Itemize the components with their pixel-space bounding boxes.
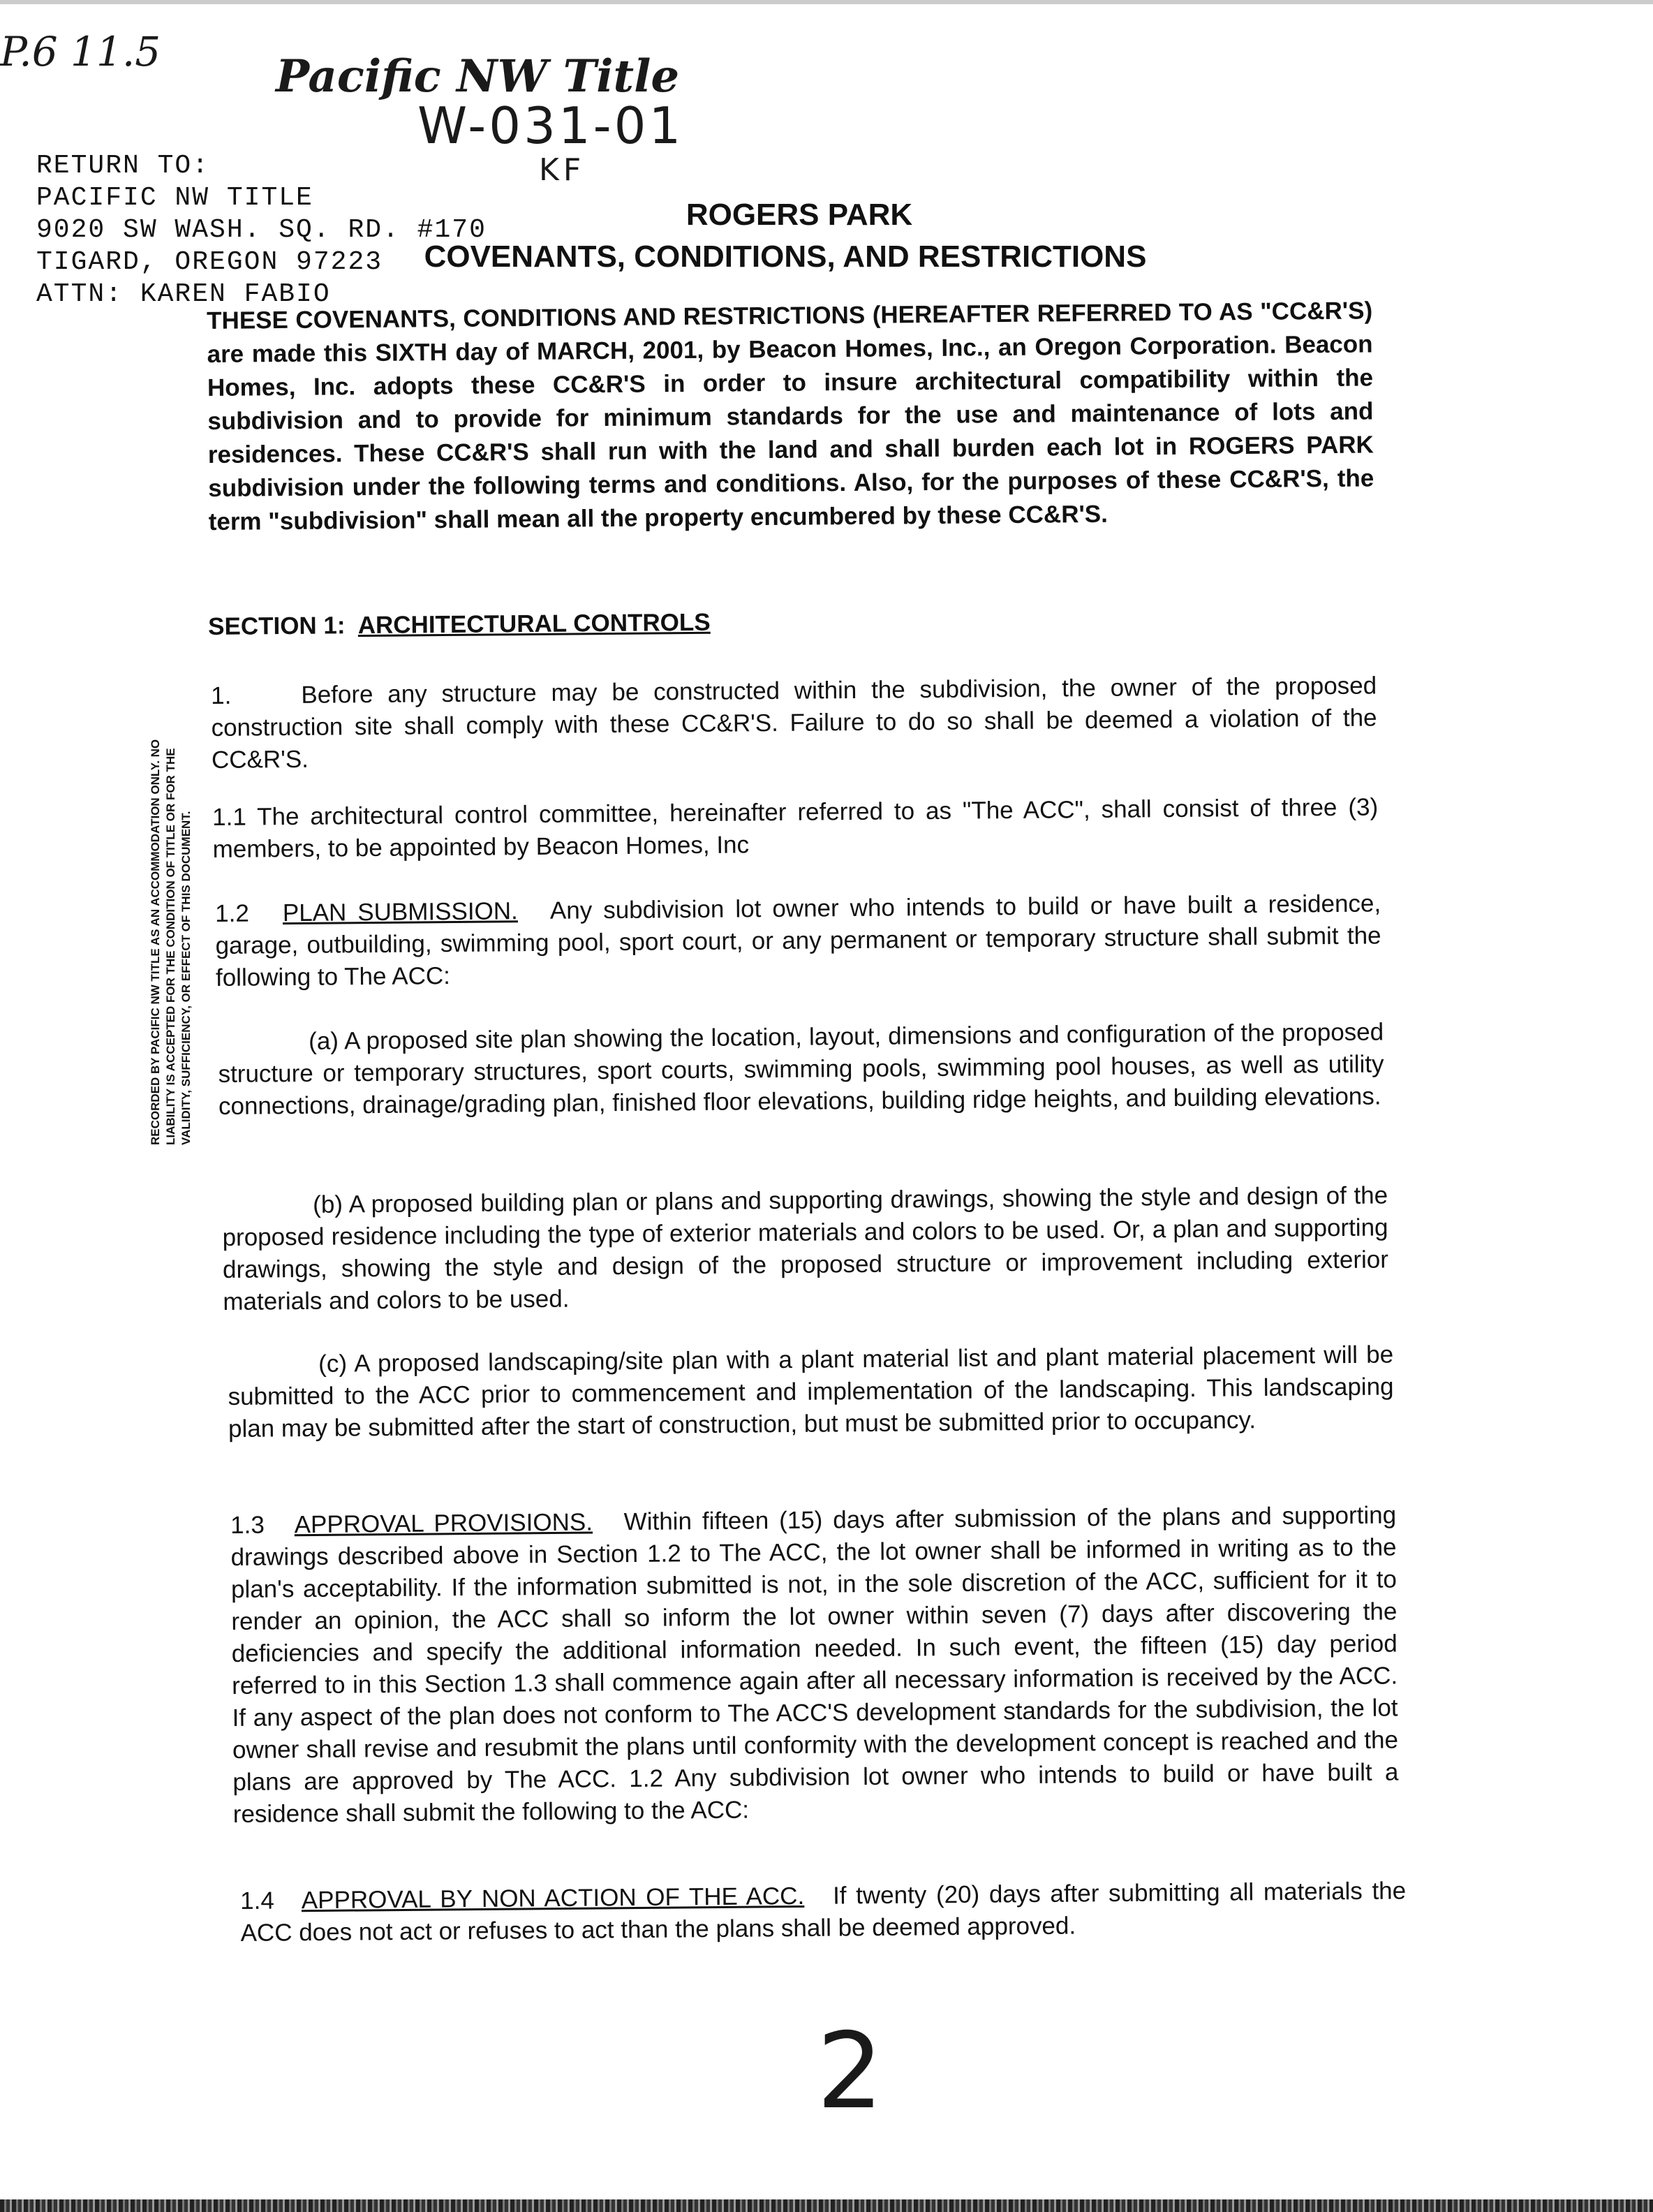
paragraph-number: 1.2 — [215, 899, 250, 927]
handwritten-page-number: 2 — [817, 2011, 884, 2132]
return-address-line: RETURN TO: — [36, 151, 210, 181]
return-address-line: TIGARD, OREGON 97223 — [36, 247, 383, 277]
paragraph-text: If twenty (20) days after submitting all materials the ACC does not act or refuses to act than the plans shall be deemed approved. — [240, 1877, 1407, 1947]
subparagraph-a — [218, 1016, 1384, 1123]
paragraph-heading: APPROVAL BY NON ACTION OF THE ACC. — [301, 1882, 805, 1915]
subparagraph-text: (a) A proposed site plan showing the location, layout, dimensions and configuration of the proposed structure or temporary structures, sport courts, swimming pools, swimming pool houses, as well as utility connections, drainage/grading plan, finished floor elevations, building ridge heights, and building elevations. — [218, 1018, 1384, 1120]
scan-bottom-edge — [0, 2199, 1653, 2212]
handwritten-file-number: W-031-01 — [417, 96, 684, 155]
handwritten-initials: KF — [539, 152, 586, 188]
subparagraph-text: (b) A proposed building plan or plans and supporting drawings, showing the style and design of the proposed residence including the type of exterior materials and colors to be used. Or, a plan and supporting drawings, showing the style and design of the proposed structure or improvement including exterior materials and colors to be used. — [222, 1181, 1389, 1315]
document-title-line1: ROGERS PARK — [685, 198, 913, 232]
subparagraph-c — [228, 1339, 1394, 1445]
paragraph-text: Any subdivision lot owner who intends to build or have built a residence, garage, outbuilding, swimming pool, sport court, or any permanent or temporary structure shall submit the following to The ACC: — [215, 890, 1381, 991]
paragraph-number: 1. — [211, 681, 232, 709]
paragraph-heading: APPROVAL PROVISIONS. — [294, 1508, 593, 1539]
section-title: ARCHITECTURAL CONTROLS — [357, 608, 711, 640]
paragraph-1-4 — [240, 1875, 1407, 1949]
paragraph-text: Before any structure may be constructed within the subdivision, the owner of the proposed construction site shall comply with these CC&R'S. Failure to do so shall be deemed a violation of the CC&R'S. — [211, 672, 1377, 774]
paragraph-heading: PLAN SUBMISSION. — [282, 897, 518, 927]
paragraph-1 — [211, 670, 1377, 776]
return-address-line: PACIFIC NW TITLE — [36, 183, 313, 213]
scan-top-edge — [0, 0, 1653, 4]
paragraph-text: Within fifteen (15) days after submission of the plans and supporting drawings described above in Section 1.2 to The ACC, the lot owner shall be informed in writing as to the plan's acceptability. If the information submitted is not, in the sole discretion of the ACC, sufficient for it to render an opinion, the ACC shall so inform the lot owner within seven (7) days after discovering the deficiencies and specify the additional information needed. In such event, the fifteen (15) day period referred to in this Section 1.3 shall commence again after all necessary information is received by the ACC. If any aspect of the plan does not conform to The ACC'S development standards for the subdivision, the lot owner shall revise and resubmit the plans until conformity with the development concept is reached and the plans are approved by The ACC. 1.2 Any subdivision lot owner who intends to build or have built a residence shall submit the following to the ACC: — [230, 1501, 1399, 1828]
subparagraph-b — [222, 1179, 1389, 1318]
intro-paragraph: THESE COVENANTS, CONDITIONS AND RESTRICTIONS (HEREAFTER REFERRED TO AS "CC&R'S) are made this SIXTH day of MARCH, 2001, by Beacon Homes, Inc., an Oregon Corporation. Beacon Homes, Inc. adopts these CC&R'S in order to insure architectural compatibility within the subdivision and to provide for minimum standards for the use and maintenance of lots and residences. These CC&R'S shall run with the land and shall burden each lot in ROGERS PARK subdivision under the following terms and conditions. Also, for the purposes of these CC&R'S, the term "subdivision" shall mean all the property encumbered by these CC&R'S. — [207, 297, 1374, 536]
paragraph-1-2 — [215, 887, 1381, 994]
return-address-line: ATTN: KAREN FABIO — [36, 279, 331, 309]
document-title-line2: COVENANTS, CONDITIONS, AND RESTRICTIONS — [424, 239, 1147, 274]
return-address-line: 9020 SW WASH. SQ. RD. #170 — [36, 215, 487, 245]
paragraph-1-1: 1.1 The architectural control committee, hereinafter referred to as "The ACC", shall consist of three (3) members, to be appointed by Beacon Homes, Inc — [212, 793, 1379, 863]
paragraph-number: 1.3 — [230, 1511, 265, 1539]
handwritten-corner-mark: P.6 11.5 — [0, 28, 161, 75]
section-number: SECTION 1: — [208, 612, 346, 640]
paragraph-1-3 — [230, 1499, 1399, 1831]
subparagraph-text: (c) A proposed landscaping/site plan with a plant material list and plant material placement will be submitted to the ACC prior to commencement and implementation of the landscaping. This landscaping plan may be submitted after the start of construction, but must be submitted prior to occupancy. — [228, 1341, 1394, 1443]
handwritten-company-header: Pacific NW Title — [276, 50, 680, 103]
paragraph-number: 1.4 — [240, 1887, 275, 1915]
recording-stamp-text: RECORDED BY PACIFIC NW TITLE AS AN ACCOMMODATION ONLY. NO LIABILITY IS ACCEPTED FOR THE CONDITION OF TITLE OR FOR THE VALIDITY, SUFFICIENCY, OR EFFECT OF THIS DOCUMENT. — [149, 739, 193, 1145]
document-title — [398, 194, 1173, 278]
section-heading — [208, 609, 711, 641]
